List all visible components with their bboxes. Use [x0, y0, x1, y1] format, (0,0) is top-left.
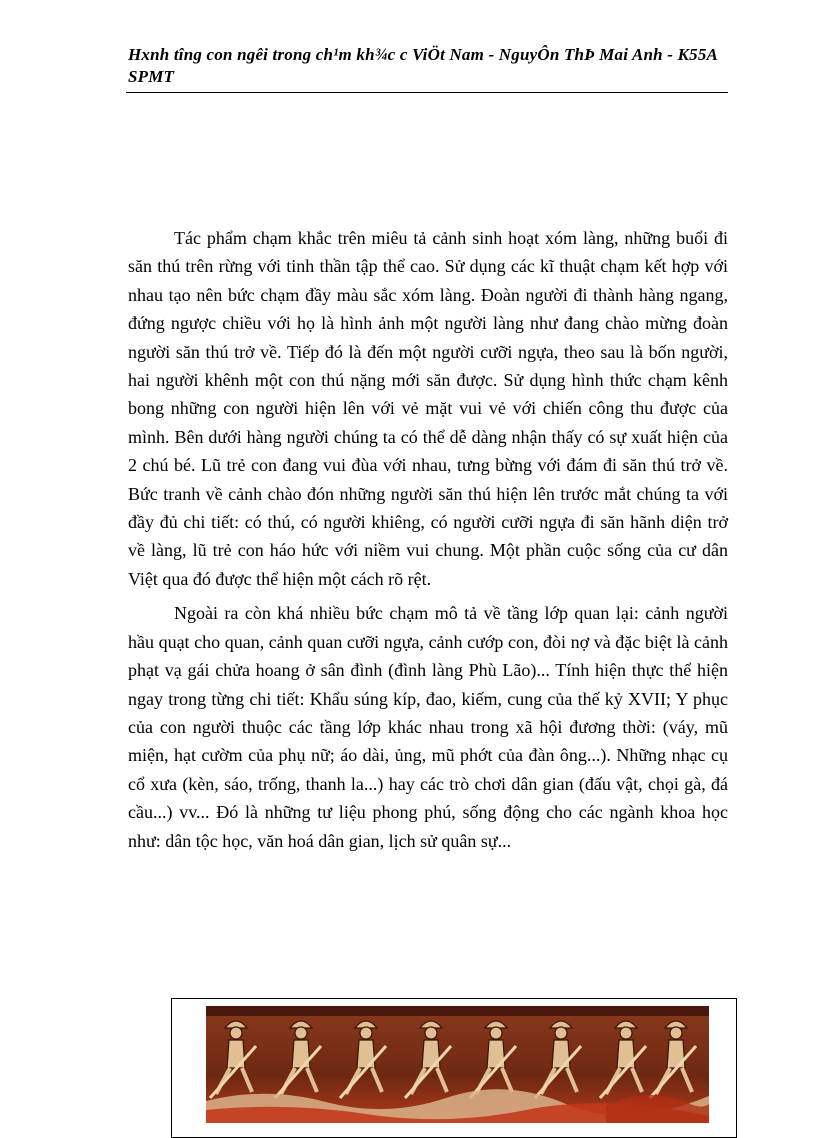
wood-carving-image	[206, 1006, 709, 1123]
carving-illustration	[206, 1006, 709, 1123]
paragraph-2: Ngoài ra còn khá nhiều bức chạm mô tả về tầng lớp quan lại: cảnh người hầu quạt cho quan, cảnh quan cưỡi ngựa, cảnh cướp con, đòi nợ và đặc biệt là cảnh phạt vạ gái chửa hoang ở sân đình (đình làng Phù Lão)... Tính hiện thực thể hiện ngay trong từng chi tiết: Khẩu súng kíp, đao, kiếm, cung của thế kỷ XVII; Y phục của con người thuộc các tầng lớp khác nhau trong xã hội đương thời: (váy, mũ miện, hạt cườm của phụ nữ; áo dài, ủng, mũ phớt của đàn ông...). Những nhạc cụ cổ xưa (kèn, sáo, trống, thanh la...) hay các trò chơi dân gian (đấu vật, chọi gà, đá cầu...) vv... Đó là những tư liệu phong phú, sống động cho các ngành khoa học như: dân tộc học, văn hoá dân gian, lịch sử quân sự...	[128, 603, 728, 851]
header-rule	[126, 92, 728, 93]
paragraph-1: Tác phẩm chạm khắc trên miêu tả cảnh sinh hoạt xóm làng, những buổi đi săn thú trên rừng với tinh thần tập thể cao. Sử dụng các kĩ thuật chạm kết hợp với nhau tạo nên bức chạm đầy màu sắc xóm làng. Đoàn người đi thành hàng ngang, đứng ngược chiều với họ là hình ảnh một người làng như đang chào mừng đoàn người săn thú trở về. Tiếp đó là đến một người cưỡi ngựa, theo sau là bốn người, hai người khênh một con thú nặng mới săn được. Sử dụng hình thức chạm kênh bong những con người hiện lên với vẻ mặt vui vẻ với chiến công thu được của mình. Bên dưới hàng người chúng ta có thể dễ dàng nhận thấy có sự xuất hiện của 2 chú bé. Lũ trẻ con đang vui đùa với nhau, tưng bừng với đám đi săn thú trở về. Bức tranh về cảnh chào đón những người săn thú hiện lên trước mắt chúng ta với đầy đủ chi tiết: có thú, có người khiêng, có người cưỡi ngựa đi săn hãnh diện trở về làng, lũ trẻ con háo hức với niềm vui chung. Một phần cuộc sống của cư dân Việt qua đó được thể hiện một cách rõ rệt.	[128, 228, 728, 589]
body-text	[128, 224, 728, 861]
header-title: Hxnh tîng con ngêi trong ch¹m kh¾c c ViÖt Nam - NguyÔn ThÞ Mai Anh - K55A SPMT	[128, 45, 718, 86]
running-header	[128, 44, 728, 88]
